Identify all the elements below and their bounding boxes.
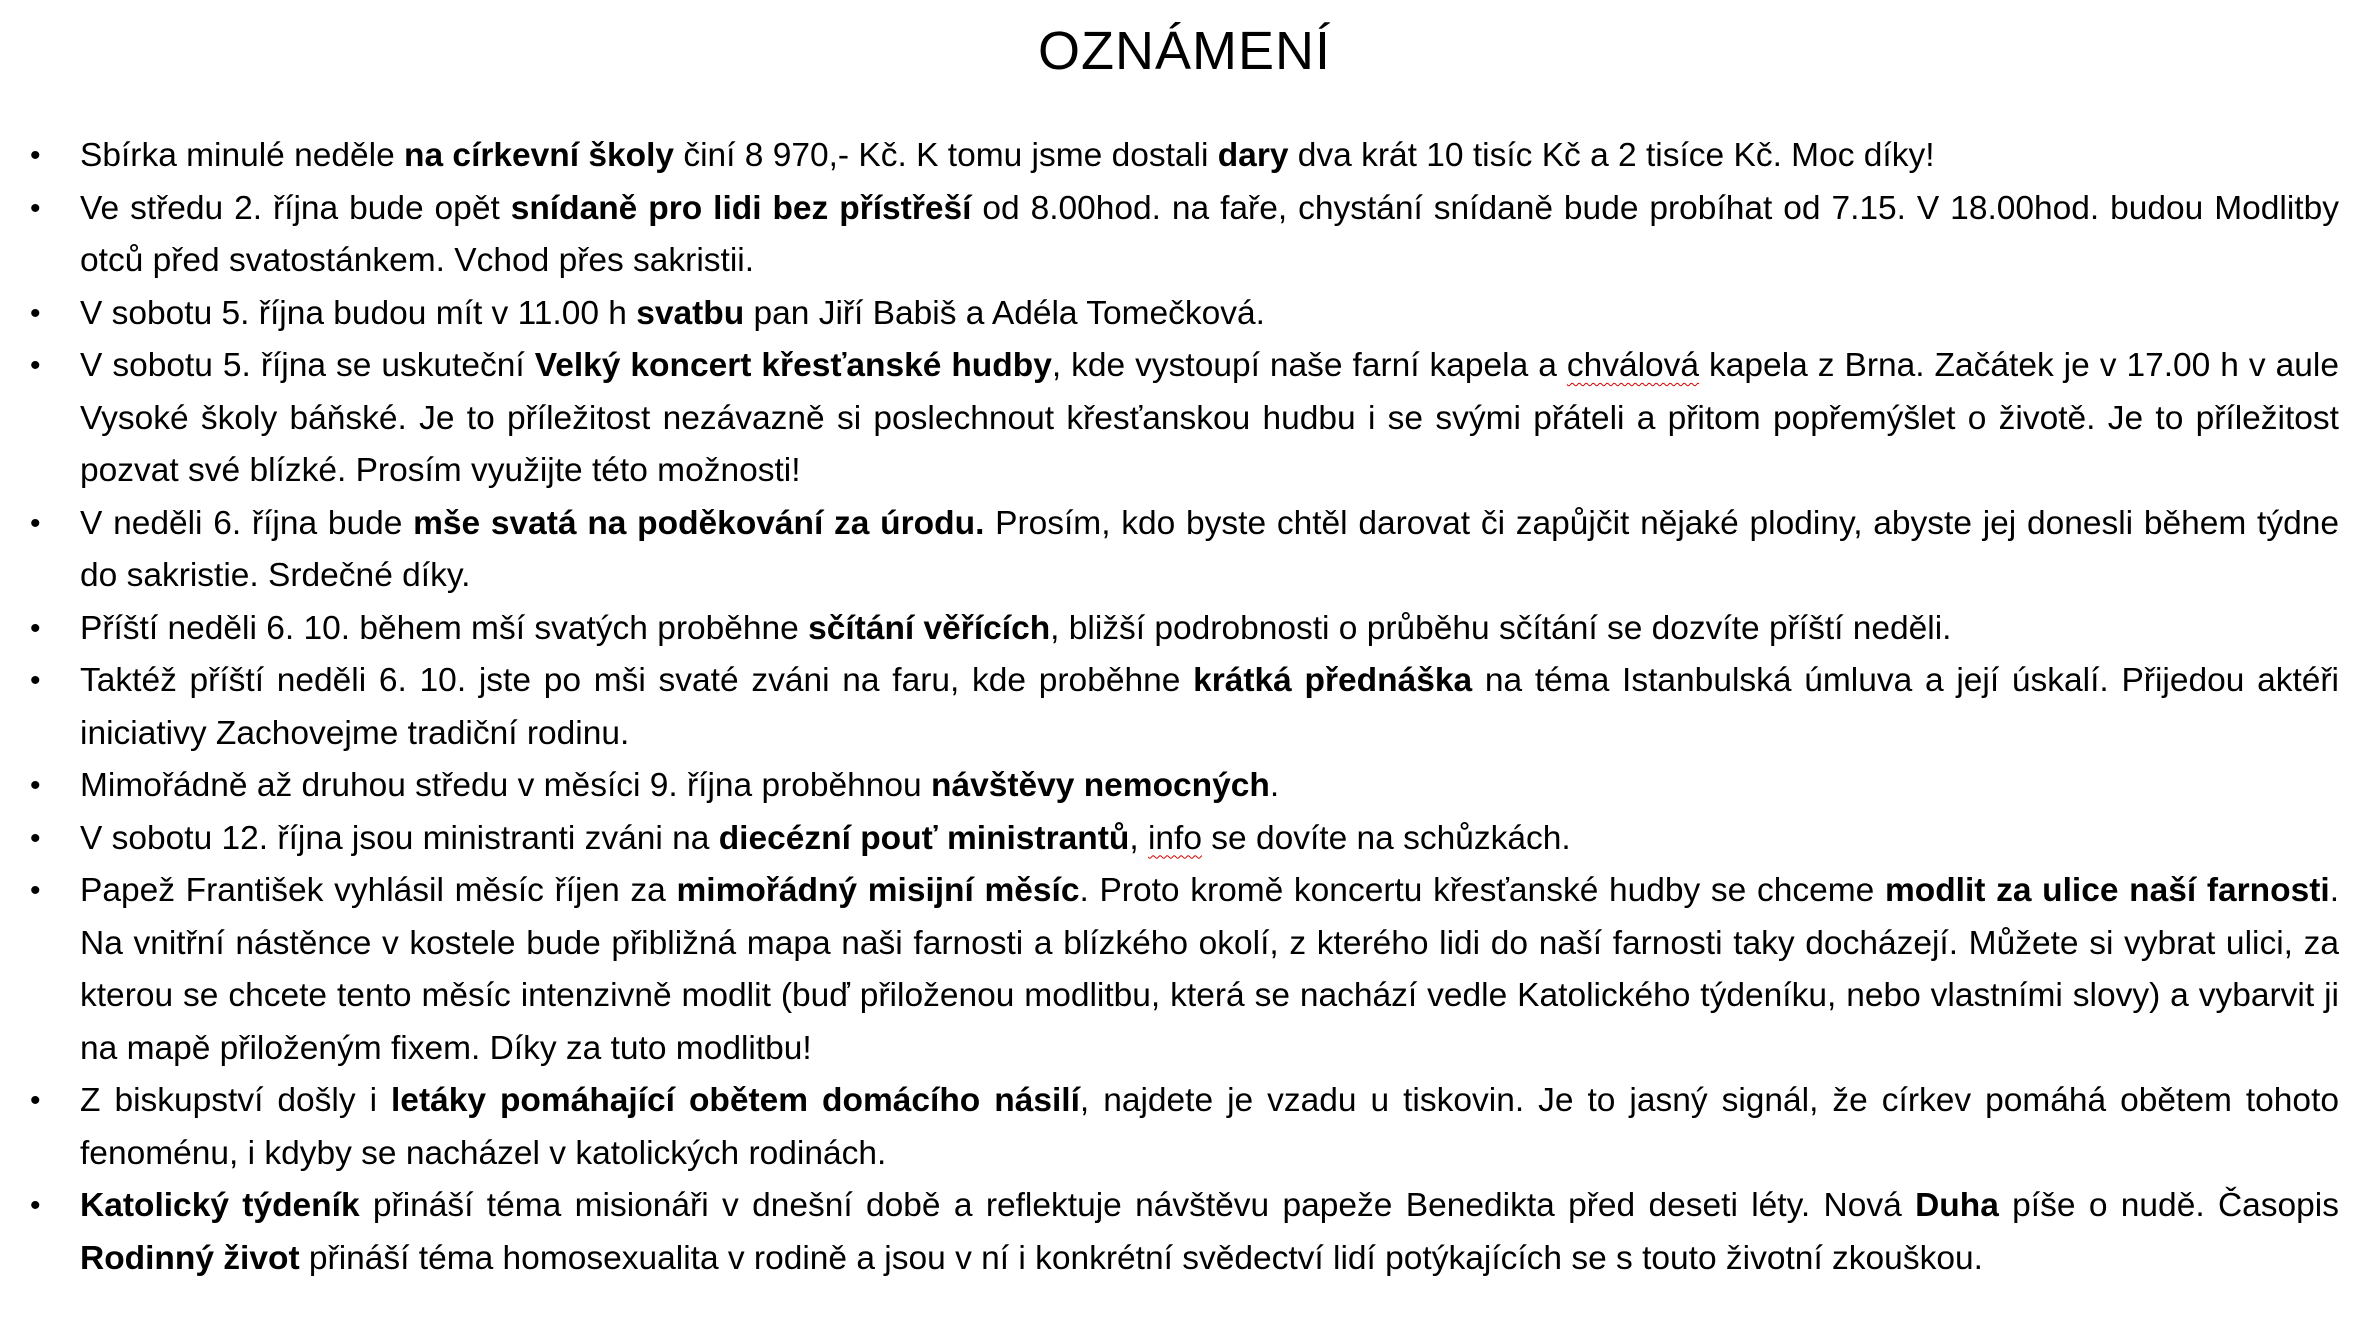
bold-highlight: na církevní školy <box>404 137 675 174</box>
spellcheck-flagged-word: info <box>1147 819 1202 857</box>
bold-highlight: Katolický týdeník <box>80 1187 360 1224</box>
bullet-icon: • <box>30 349 41 382</box>
announcement-text: se dovíte na schůzkách. <box>1201 819 1571 857</box>
announcement-text: na téma Istanbulská úmluva a její úskalí. Přijedou aktéři iniciativy Zachovejme tradiční rodinu. <box>80 662 2339 752</box>
bold-highlight: sčítání věřících <box>808 609 1051 647</box>
bold-highlight: snídaně pro lidi bez přístřeší <box>510 189 972 227</box>
announcement-text: . <box>1269 767 1280 804</box>
announcement-text: V sobotu 5. října budou mít v 11.00 h <box>80 294 637 332</box>
announcement-item <box>30 865 2339 1075</box>
announcement-text: činí 8 970,- Kč. K tomu jsme dostali <box>674 137 1218 174</box>
announcement-text: , bližší podrobnosti o průběhu sčítání se dozvíte příští neděli. <box>1050 609 1952 647</box>
announcement-text: přináší téma misionáři v dnešní době a reflektuje návštěvu papeže Benedikta před deseti léty. Nová <box>359 1187 1916 1224</box>
announcement-text: píše o nudě. Časopis <box>1998 1187 2339 1224</box>
bold-highlight: svatbu <box>636 294 745 332</box>
bold-highlight: Rodinný život <box>80 1239 300 1277</box>
bullet-icon: • <box>30 506 41 540</box>
announcement-item <box>30 813 2339 866</box>
bullet-icon: • <box>30 769 41 802</box>
bullet-icon: • <box>30 821 41 855</box>
announcement-text: Příští neděli 6. 10. během mší svatých proběhne <box>80 609 809 647</box>
announcement-item <box>30 1075 2339 1180</box>
bullet-icon: • <box>30 191 41 225</box>
announcement-item <box>30 130 2339 183</box>
bold-highlight: letáky pomáhající obětem domácího násilí <box>391 1082 1080 1119</box>
spellcheck-flagged-word: chválová <box>1566 347 1700 384</box>
bold-highlight: dary <box>1217 137 1289 174</box>
announcement-item <box>30 288 2339 341</box>
announcement-text: Sbírka minulé neděle <box>80 137 405 174</box>
bold-highlight: mimořádný misijní měsíc <box>676 872 1080 909</box>
announcement-item <box>30 340 2339 498</box>
bullet-icon: • <box>30 1084 41 1117</box>
announcement-text: od 8.00hod. na faře, chystání snídaně bude probíhat od 7.15. V 18.00hod. budou Modlitby otců před svatostánkem. Vchod přes sakristii. <box>80 189 2339 279</box>
announcement-item <box>30 1180 2339 1285</box>
announcement-text: . Proto kromě koncertu křesťanské hudby se chceme <box>1079 872 1885 909</box>
announcement-text: Ve středu 2. října bude opět <box>80 189 511 227</box>
bold-highlight: mše svatá na poděkování za úrodu. <box>413 504 985 542</box>
announcement-text: přináší téma homosexualita v rodině a jsou v ní i konkrétní svědectví lidí potýkajících se s touto životní zkouškou. <box>299 1239 1983 1277</box>
announcement-text: V sobotu 12. října jsou ministranti zváni na <box>80 819 719 857</box>
announcement-text: Mimořádně až druhou středu v měsíci 9. října proběhnou <box>80 767 931 804</box>
bullet-icon: • <box>30 139 41 172</box>
announcement-text: , najdete je vzadu u tiskovin. Je to jasný signál, že církev pomáhá obětem tohoto fenoménu, i kdyby se nacházel v katolických rodinách. <box>80 1082 2340 1172</box>
bullet-icon: • <box>30 611 41 645</box>
announcement-text: V neděli 6. října bude <box>80 504 414 542</box>
announcement-item <box>30 183 2339 288</box>
bullet-icon: • <box>30 1189 41 1222</box>
announcement-text: kapela z Brna. Začátek je v 17.00 h v aule Vysoké školy báňské. Je to příležitost nezávazně si poslechnout křesťanskou hudbu i se svými přáteli a přitom popřemýšlet o životě. Je to příležitost pozvat své blízké. Prosím využijte této možnosti! <box>80 347 2339 489</box>
announcement-text: , kde vystoupí naše farní kapela a <box>1051 347 1567 384</box>
bold-highlight: Velký koncert křesťanské hudby <box>534 347 1052 384</box>
announcement-text: V sobotu 5. října se uskuteční <box>80 347 535 384</box>
bullet-icon: • <box>30 296 41 330</box>
bullet-icon: • <box>30 874 41 907</box>
bold-highlight: Duha <box>1915 1187 1999 1224</box>
announcement-text: Prosím, kdo byste chtěl darovat či zapůjčit nějaké plodiny, abyste jej donesli během týdne do sakristie. Srdečné díky. <box>80 504 2339 594</box>
bold-highlight: návštěvy nemocných <box>930 767 1270 804</box>
bold-highlight: krátká přednáška <box>1193 662 1473 699</box>
announcement-list <box>30 130 2339 1285</box>
announcement-text: , <box>1129 819 1148 857</box>
bold-highlight: diecézní pouť ministrantů <box>718 819 1130 857</box>
announcement-item <box>30 760 2339 813</box>
announcement-item <box>30 603 2339 656</box>
announcement-text: Z biskupství došly i <box>80 1082 391 1119</box>
announcement-text: Taktéž příští neděli 6. 10. jste po mši svaté zváni na faru, kde proběhne <box>80 662 1194 699</box>
announcement-text: Papež František vyhlásil měsíc říjen za <box>80 872 677 909</box>
announcement-item <box>30 498 2339 603</box>
announcement-text: . Na vnitřní nástěnce v kostele bude přibližná mapa naši farnosti a blízkého okolí, z kterého lidi do naší farnosti taky docházejí. Můžete si vybrat ulici, za kterou se chcete tento měsíc intenzivně modlit (buď přiloženou modlitbu, která se nachází vedle Katolického týdeníku, nebo vlastními slovy) a vybarvit ji na mapě přiloženým fixem. Díky za tuto modlitbu! <box>80 872 2339 1067</box>
bullet-icon: • <box>30 664 41 697</box>
announcement-item <box>30 655 2339 760</box>
bold-highlight: modlit za ulice naší farnosti <box>1884 872 2330 909</box>
page-title: OZNÁMENÍ <box>1037 21 1331 81</box>
announcement-text: dva krát 10 tisíc Kč a 2 tisíce Kč. Moc díky! <box>1288 137 1935 174</box>
announcement-text: pan Jiří Babiš a Adéla Tomečková. <box>744 294 1265 332</box>
